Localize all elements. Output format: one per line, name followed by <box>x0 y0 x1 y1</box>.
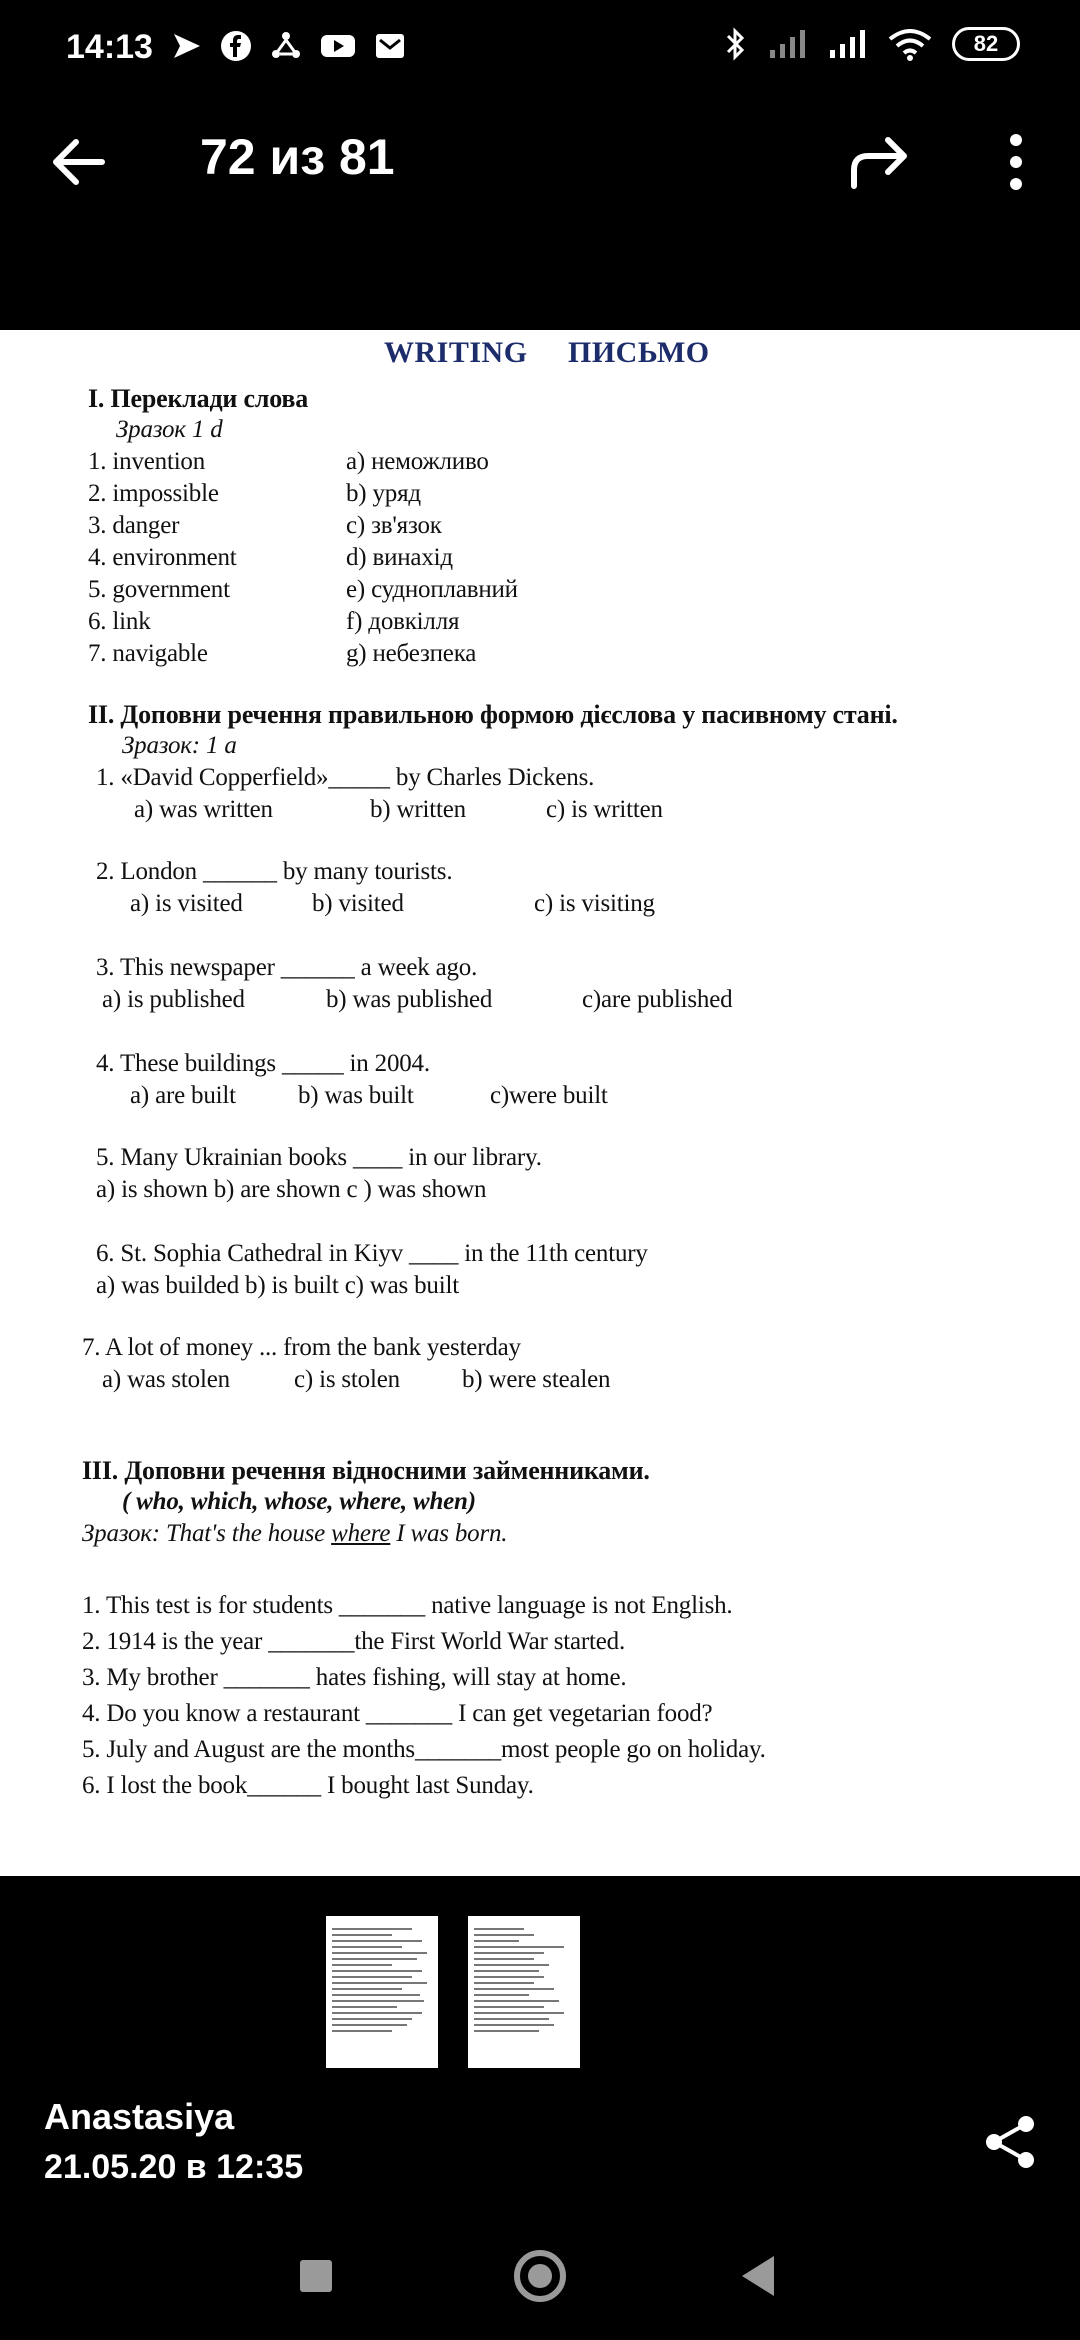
word-item: 2. impossible <box>88 480 219 507</box>
notification-icons <box>170 30 406 62</box>
sentence-2: 2. 1914 is the year _______the First World War started. <box>82 1628 625 1655</box>
author-name: Anastasiya <box>44 2096 235 2137</box>
question-3: 3. This newspaper ______ a week ago. <box>96 954 478 981</box>
example-suffix: I was born. <box>390 1520 508 1547</box>
section3-example <box>82 1520 507 1548</box>
example-answer: where <box>331 1520 391 1547</box>
send-icon <box>170 30 202 62</box>
translation-item: d) винахід <box>346 544 453 571</box>
facebook-icon <box>220 30 252 62</box>
translation-item: e) судноплавний <box>346 576 518 603</box>
viewer-top-bar <box>0 100 1080 330</box>
question-1-option-b: b) written <box>370 796 466 823</box>
word-item: 7. navigable <box>88 640 208 667</box>
title-ua: ПИСЬМО <box>568 336 710 369</box>
question-1-option-c: c) is written <box>546 796 663 823</box>
system-nav-bar <box>0 2220 1080 2340</box>
pronoun-list: ( who, which, whose, where, when) <box>122 1488 476 1515</box>
back-arrow-icon[interactable] <box>48 132 108 192</box>
recent-apps-button[interactable] <box>300 2260 332 2292</box>
title-en: WRITING <box>384 336 528 369</box>
question-7-option-a: a) was stolen <box>102 1366 230 1393</box>
thumbnail-strip <box>326 1916 580 2068</box>
question-7-option-b: c) is stolen <box>294 1366 400 1393</box>
sentence-4: 4. Do you know a restaurant _______ I can get vegetarian food? <box>82 1700 713 1727</box>
translation-item: b) уряд <box>346 480 421 507</box>
question-7: 7. A lot of money ... from the bank yesterday <box>82 1334 521 1361</box>
image-counter: 72 из 81 <box>200 129 395 185</box>
youtube-icon <box>320 30 356 62</box>
question-4-option-a: a) are built <box>130 1082 236 1109</box>
question-5-options: a) is shown b) are shown c ) was shown <box>96 1176 487 1203</box>
share-icon[interactable] <box>980 2112 1040 2172</box>
section2-heading: II. Доповни речення правильною формою дієслова у пасивному стані. <box>88 700 898 729</box>
sentence-1: 1. This test is for students _______ native language is not English. <box>82 1592 733 1619</box>
translation-item: g) небезпека <box>346 640 477 667</box>
system-icons <box>724 26 1020 62</box>
status-time: 14:13 <box>66 28 153 66</box>
mail-icon <box>374 30 406 62</box>
status-bar <box>0 0 1080 100</box>
sentence-3: 3. My brother _______ hates fishing, will stay at home. <box>82 1664 627 1691</box>
word-item: 1. invention <box>88 448 206 475</box>
translation-item: f) довкілля <box>346 608 460 635</box>
question-7-option-c: b) were stealen <box>462 1366 611 1393</box>
section1-heading: I. Переклади слова <box>88 384 309 413</box>
translation-item: a) неможливо <box>346 448 489 475</box>
thumbnail-page-2[interactable] <box>468 1916 580 2068</box>
question-4: 4. These buildings _____ in 2004. <box>96 1050 430 1077</box>
question-1-option-a: a) was written <box>134 796 273 823</box>
sentence-6: 6. I lost the book______ I bought last Sunday. <box>82 1772 534 1799</box>
thumbnail-page-1[interactable] <box>326 1916 438 2068</box>
question-3-option-b: b) was published <box>326 986 493 1013</box>
example-prefix: Зразок: That's the house <box>82 1520 332 1547</box>
question-1: 1. «David Copperfield»_____ by Charles Dickens. <box>96 764 595 791</box>
word-item: 6. link <box>88 608 151 635</box>
question-2-option-b: b) visited <box>312 890 404 917</box>
question-4-option-c: c)were built <box>490 1082 608 1109</box>
question-2: 2. London ______ by many tourists. <box>96 858 453 885</box>
question-3-option-c: c)are published <box>582 986 733 1013</box>
post-date: 21.05.20 в 12:35 <box>44 2148 304 2186</box>
signal-icon-2 <box>828 28 868 60</box>
home-button[interactable] <box>514 2250 566 2302</box>
wifi-icon <box>888 27 932 61</box>
section2-example: Зразок: 1 a <box>122 732 237 759</box>
translation-item: c) зв'язок <box>346 512 442 539</box>
nav-back-button[interactable] <box>742 2256 774 2296</box>
battery-indicator: 82 <box>952 27 1020 61</box>
sentence-5: 5. July and August are the months_______most people go on holiday. <box>82 1736 766 1763</box>
word-item: 3. danger <box>88 512 180 539</box>
section3-heading: III. Доповни речення відносними займенниками. <box>82 1456 650 1485</box>
question-6: 6. St. Sophia Cathedral in Kiyv ____ in the 11th century <box>96 1240 648 1267</box>
forward-icon[interactable] <box>848 132 912 192</box>
document-image[interactable] <box>0 330 1080 1876</box>
section1-example: Зразок 1 d <box>116 416 223 443</box>
question-5: 5. Many Ukrainian books ____ in our library. <box>96 1144 542 1171</box>
sync-icon <box>270 30 302 62</box>
word-item: 5. government <box>88 576 230 603</box>
word-item: 4. environment <box>88 544 237 571</box>
question-2-option-a: a) is visited <box>130 890 243 917</box>
more-options-icon[interactable] <box>996 130 1036 194</box>
signal-icon <box>768 28 808 60</box>
bluetooth-icon <box>724 26 748 62</box>
question-3-option-a: a) is published <box>102 986 245 1013</box>
question-2-option-c: c) is visiting <box>534 890 655 917</box>
question-6-options: a) was builded b) is built c) was built <box>96 1272 459 1299</box>
question-4-option-b: b) was built <box>298 1082 414 1109</box>
